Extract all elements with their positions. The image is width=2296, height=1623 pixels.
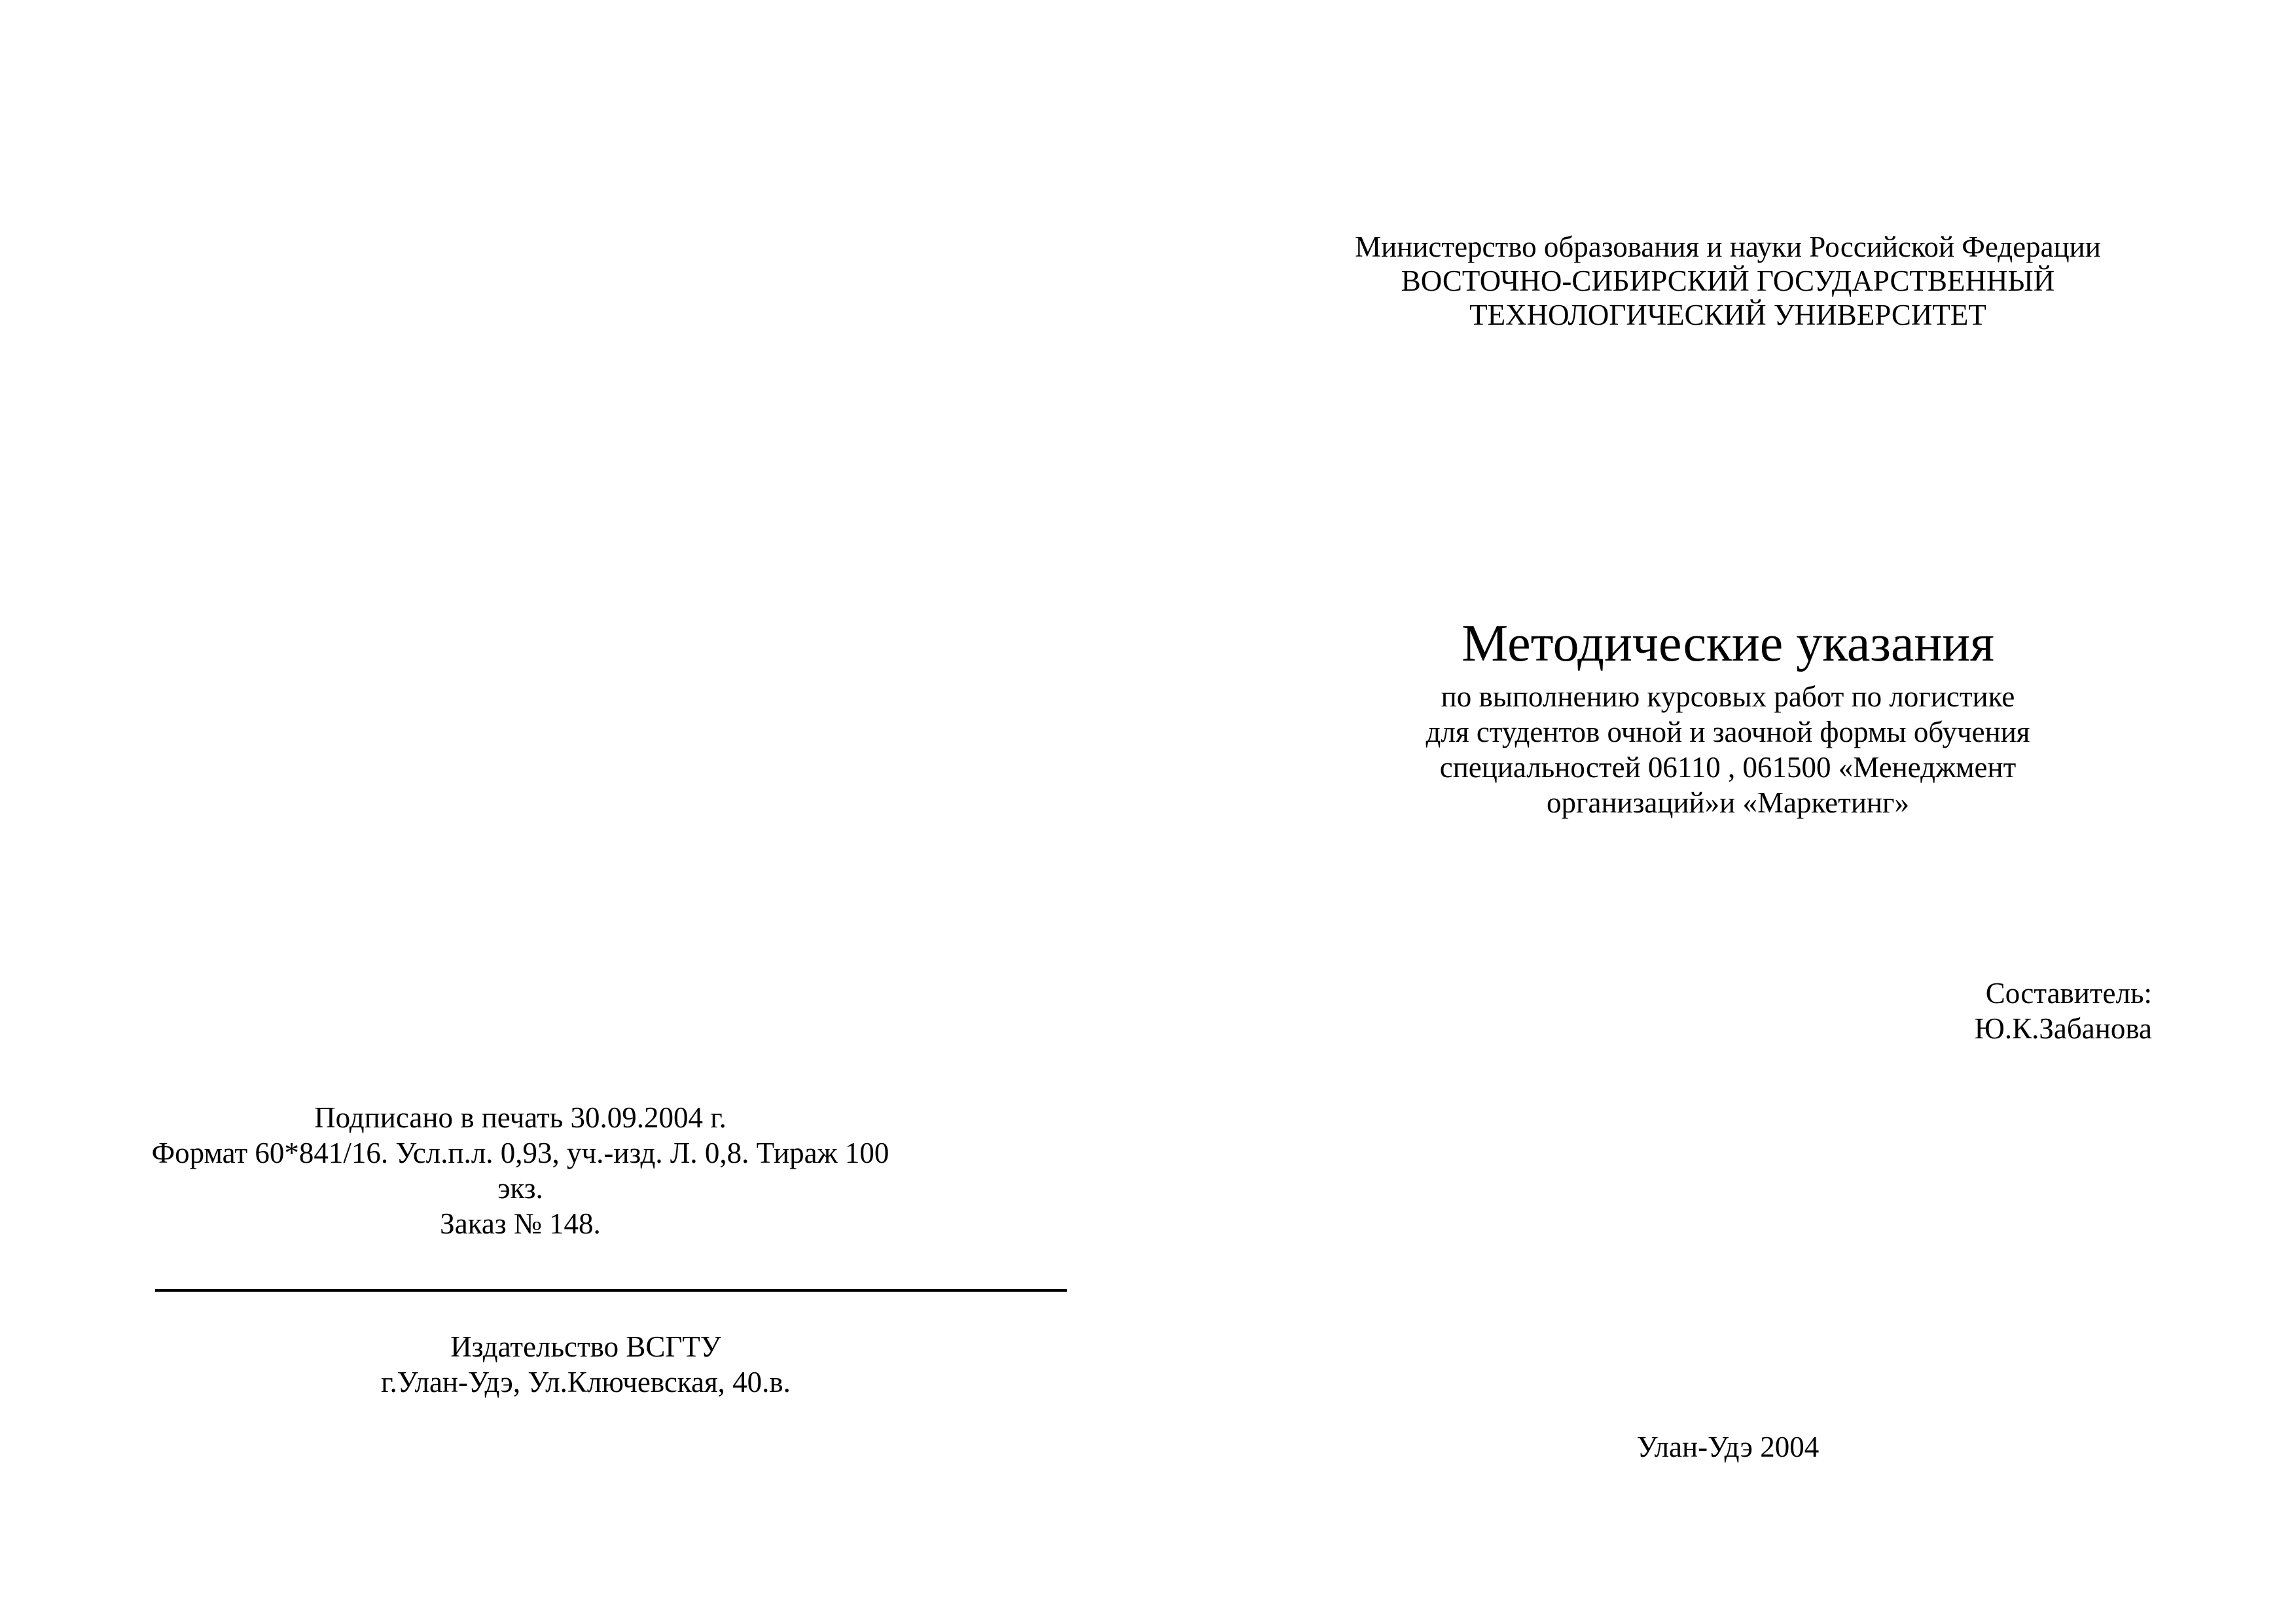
publisher-block: [249, 1329, 923, 1400]
compiler-block: [1975, 976, 2152, 1046]
city-year: [1564, 1431, 1892, 1465]
compiler-name: Ю.К.Забанова: [1974, 1012, 2152, 1045]
document-title: Методические указания: [1462, 615, 1994, 672]
print-info-line-3: экз.: [497, 1172, 543, 1205]
subtitle-line-4: организаций»и «Маркетинг»: [1547, 786, 1909, 819]
publisher-address: г.Улан-Удэ, Ул.Ключевская, 40.в.: [381, 1366, 791, 1398]
subtitle-line-2: для студентов очной и заочной формы обучения: [1426, 716, 2030, 748]
print-info-line-1: Подписано в печать 30.09.2004 г.: [314, 1101, 726, 1134]
publisher-name: Издательство ВСГТУ: [450, 1330, 721, 1363]
separator-line: [155, 1289, 1067, 1292]
university-name-line2: ТЕХНОЛОГИЧЕСКИЙ УНИВЕРСИТЕТ: [1469, 298, 1986, 331]
print-info-block: [131, 1100, 910, 1241]
compiler-label: Составитель:: [1985, 977, 2152, 1010]
subtitle-line-3: специальностей 06110 , 061500 «Менеджмент: [1439, 751, 2017, 784]
title-block: [1335, 612, 2121, 820]
subtitle-line-1: по выполнению курсовых работ по логистике: [1441, 680, 2015, 713]
university-header: [1302, 230, 2153, 332]
city-year-text: Улан-Удэ 2004: [1636, 1431, 1820, 1463]
print-info-line-2: Формат 60*841/16. Усл.п.л. 0,93, уч.-изд. Л. 0,8. Тираж 100: [151, 1137, 889, 1169]
university-name-line1: ВОСТОЧНО-СИБИРСКИЙ ГОСУДАРСТВЕННЫЙ: [1401, 264, 2055, 297]
ministry-name: Министерство образования и науки Российской Федерации: [1355, 230, 2101, 263]
print-info-line-4: Заказ № 148.: [440, 1207, 601, 1240]
